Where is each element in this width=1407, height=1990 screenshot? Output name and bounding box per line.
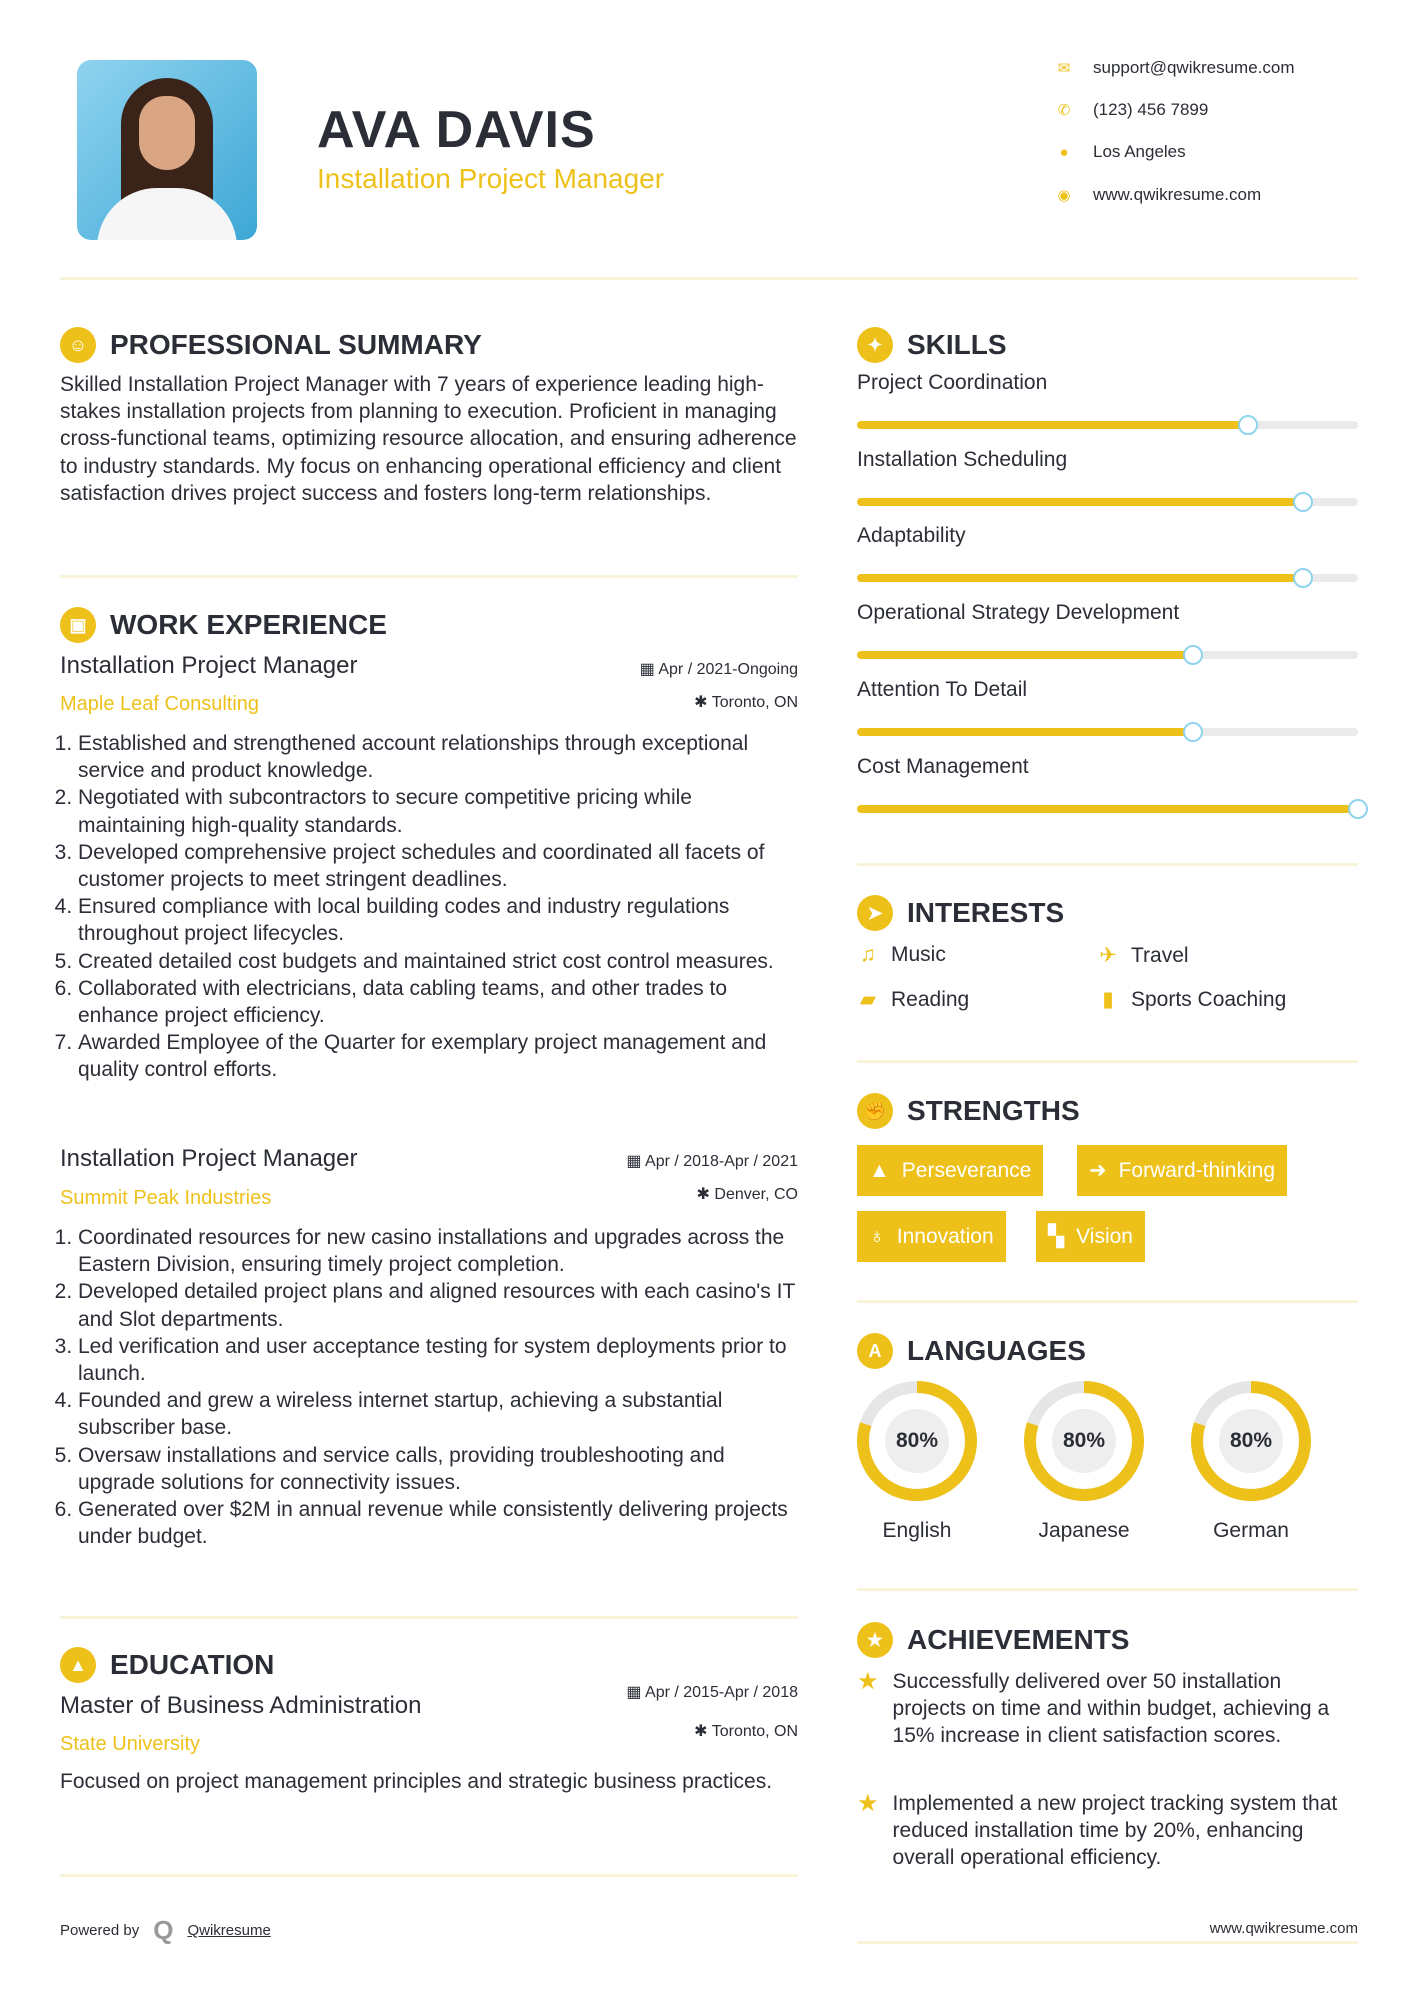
skill-label: Operational Strategy Development <box>857 601 1180 625</box>
language-item <box>1186 1379 1316 1543</box>
profile-photo <box>77 60 257 240</box>
divider <box>857 1588 1358 1591</box>
achievement-item <box>857 1668 1358 1749</box>
list-item: 2. Developed detailed project plans and aligned resources with each casino's IT and Slot departments. <box>78 1278 800 1332</box>
job-location <box>498 1184 798 1204</box>
list-item: 3. Led verification and user acceptance testing for system deployments prior to launch. <box>78 1333 800 1387</box>
tag-label: Vision <box>1076 1224 1133 1248</box>
language-name: English <box>882 1519 952 1542</box>
skill-knob <box>1183 722 1203 742</box>
heading-text: EDUCATION <box>110 1649 275 1680</box>
date-text: Apr / 2015-Apr / 2018 <box>645 1684 798 1701</box>
pin-icon: ✱ <box>694 694 712 711</box>
skills-heading <box>857 327 1007 363</box>
heading-text: STRENGTHS <box>907 1095 1080 1126</box>
skill-bar <box>857 421 1358 429</box>
divider <box>60 1616 798 1619</box>
contact-text: support@qwikresume.com <box>1093 58 1295 77</box>
strength-tag <box>1077 1145 1287 1196</box>
interests-heading <box>857 895 1064 931</box>
education-location <box>498 1721 798 1741</box>
suitcase-icon: ▮ <box>1102 988 1114 1011</box>
contact-website[interactable] <box>1055 185 1261 205</box>
heading-text: LANGUAGES <box>907 1335 1086 1366</box>
location-text: Toronto, ON <box>711 1723 798 1740</box>
divider <box>60 575 798 578</box>
skill-knob <box>1183 645 1203 665</box>
list-item: 5. Created detailed cost budgets and maintained strict cost control measures. <box>78 948 800 975</box>
interest-label: Reading <box>891 987 970 1011</box>
divider <box>60 277 1358 280</box>
pin-icon: ✱ <box>694 1723 712 1740</box>
skill-knob <box>1238 415 1258 435</box>
education-date <box>498 1682 798 1702</box>
heading-text: WORK EXPERIENCE <box>110 609 387 640</box>
skill-bar <box>857 805 1358 813</box>
skill-bar-fill <box>857 728 1193 736</box>
date-text: Apr / 2018-Apr / 2021 <box>645 1153 798 1170</box>
contact-text: www.qwikresume.com <box>1093 185 1262 204</box>
job-role: Installation Project Manager <box>60 1145 358 1172</box>
powered-by-text: Powered by <box>60 1922 140 1939</box>
skill-label: Installation Scheduling <box>857 447 1068 471</box>
job-date <box>498 659 798 679</box>
list-item: 1. Coordinated resources for new casino installations and upgrades across the Eastern Division, ensuring timely project completion. <box>78 1224 800 1278</box>
list-item: 6. Collaborated with electricians, data cabling teams, and other trades to enhance project efficiency. <box>78 975 800 1029</box>
interest-travel <box>1097 943 1189 968</box>
strength-tag <box>1036 1211 1145 1262</box>
star-icon: ★ <box>857 1790 879 1817</box>
user-icon: ☺ <box>60 327 96 363</box>
lightbulb-icon: ♁ <box>869 1224 885 1248</box>
location-text: Denver, CO <box>714 1186 798 1203</box>
list-item: 4. Ensured compliance with local building codes and industry regulations throughout project lifecycles. <box>78 893 800 947</box>
skill-label: Cost Management <box>857 754 1029 778</box>
summary-heading <box>60 327 482 363</box>
star-icon: ★ <box>857 1622 893 1658</box>
language-ring <box>855 1379 979 1503</box>
star-icon: ★ <box>857 1668 879 1695</box>
skill-item <box>857 371 1358 429</box>
language-percent: 80% <box>885 1409 949 1473</box>
calendar-icon: ▦ <box>626 1684 646 1701</box>
calendar-icon: ▦ <box>639 661 659 678</box>
strengths-heading <box>857 1093 1080 1129</box>
language-ring <box>1022 1379 1146 1503</box>
road-icon: ▲ <box>869 1158 890 1182</box>
skill-item <box>857 524 1358 582</box>
strength-tag <box>857 1145 1043 1196</box>
contact-text: Los Angeles <box>1093 142 1186 161</box>
skill-bar-fill <box>857 651 1193 659</box>
contact-text: (123) 456 7899 <box>1093 100 1209 119</box>
skill-label: Project Coordination <box>857 371 1048 394</box>
skill-bar <box>857 651 1358 659</box>
skill-bar-fill <box>857 805 1358 813</box>
job-company: Summit Peak Industries <box>60 1187 272 1209</box>
divider <box>60 1874 798 1877</box>
arrow-right-icon: ➜ <box>1089 1159 1107 1182</box>
divider <box>857 1300 1358 1303</box>
calendar-icon: ▦ <box>626 1153 646 1170</box>
tag-label: Innovation <box>896 1224 994 1248</box>
language-percent: 80% <box>1219 1409 1283 1473</box>
list-item: 6. Generated over $2M in annual revenue while consistently delivering projects under budget. <box>78 1496 800 1550</box>
phone-icon: ✆ <box>1057 102 1071 119</box>
envelope-icon: ✉ <box>1057 60 1071 77</box>
achievement-text: Successfully delivered over 50 installation projects on time and within budget, achieving a 15% increase in client satisfaction scores. <box>892 1670 1330 1747</box>
skill-item <box>857 448 1358 506</box>
globe-icon: ◉ <box>1057 187 1071 204</box>
skill-label: Attention To Detail <box>857 677 1028 701</box>
strength-tag <box>857 1211 1006 1262</box>
achievement-item <box>857 1790 1358 1871</box>
job-bullets <box>60 730 800 1084</box>
footer-website[interactable]: www.qwikresume.com <box>1209 1920 1358 1937</box>
book-icon: ▰ <box>859 988 877 1011</box>
list-item: 2. Negotiated with subcontractors to secure competitive pricing while maintaining high-quality standards. <box>78 784 800 838</box>
lightbulb-icon: ✦ <box>857 327 893 363</box>
graduation-icon: ▲ <box>60 1647 96 1683</box>
heading-text: PROFESSIONAL SUMMARY <box>110 329 482 360</box>
heading-text: SKILLS <box>907 329 1007 360</box>
job-bullets <box>60 1224 800 1550</box>
skill-label: Adaptability <box>857 524 966 548</box>
language-ring <box>1189 1379 1313 1503</box>
language-name: Japanese <box>1038 1519 1130 1542</box>
languages-heading <box>857 1333 1086 1369</box>
map-pin-icon: ● <box>1059 143 1069 161</box>
interest-reading <box>857 987 969 1012</box>
contact-email[interactable] <box>1055 58 1295 78</box>
skill-bar <box>857 574 1358 582</box>
skill-knob <box>1348 799 1368 819</box>
candidate-name: AVA DAVIS <box>317 101 596 159</box>
location-text: Toronto, ON <box>711 694 798 711</box>
education-text: Focused on project management principles and strategic business practices. <box>60 1770 773 1793</box>
job-role: Installation Project Manager <box>60 652 358 679</box>
contact-phone <box>1055 100 1208 120</box>
interest-label: Music <box>891 943 946 966</box>
language-percent: 80% <box>1052 1409 1116 1473</box>
skill-item <box>857 755 1358 813</box>
skill-knob <box>1293 492 1313 512</box>
tag-label: Forward-thinking <box>1118 1158 1276 1182</box>
list-item: 1. Established and strengthened account relationships through exceptional service and product knowledge. <box>78 730 800 784</box>
degree: Master of Business Administration <box>60 1692 422 1719</box>
interest-sports-coaching <box>1097 987 1286 1012</box>
interest-music <box>857 943 946 967</box>
summary-text: Skilled Installation Project Manager with 7 years of experience leading high-stakes installation projects from planning to execution. Proficient in managing cross-functional teams, optimizing resource allocation, and ensuring adherence to industry standards. My focus on enhancing operational efficiency and client satisfaction drives project success and fosters long-term relationships. <box>60 373 797 505</box>
skill-bar-fill <box>857 421 1248 429</box>
language-icon: A <box>857 1333 893 1369</box>
heading-text: INTERESTS <box>907 897 1065 928</box>
music-icon: ♫ <box>860 943 876 966</box>
skill-bar-fill <box>857 498 1303 506</box>
tag-label: Perseverance <box>901 1158 1032 1182</box>
brand-link[interactable]: Qwikresume <box>187 1922 271 1939</box>
contact-location <box>1055 142 1186 162</box>
qwikresume-logo-icon: Q <box>153 1915 174 1945</box>
skill-bar <box>857 498 1358 506</box>
school: State University <box>60 1733 201 1755</box>
job-location <box>498 692 798 712</box>
fist-icon: ✊ <box>857 1093 893 1129</box>
skill-item <box>857 678 1358 736</box>
briefcase-icon: ▣ <box>60 607 96 643</box>
divider <box>857 863 1358 866</box>
pin-icon: ✱ <box>696 1186 715 1203</box>
plane-icon: ✈ <box>1099 944 1117 967</box>
binoculars-icon: ▚ <box>1048 1225 1065 1248</box>
date-text: Apr / 2021-Ongoing <box>658 661 798 678</box>
candidate-title: Installation Project Manager <box>317 163 665 194</box>
skill-item <box>857 601 1358 659</box>
skill-knob <box>1293 568 1313 588</box>
language-item <box>1019 1379 1149 1543</box>
paper-plane-icon: ➤ <box>857 895 893 931</box>
list-item: 5. Oversaw installations and service calls, providing troubleshooting and upgrade solutions for connectivity issues. <box>78 1442 800 1496</box>
language-item <box>852 1379 982 1543</box>
footer-powered <box>60 1915 271 1946</box>
list-item: 7. Awarded Employee of the Quarter for exemplary project management and quality control efforts. <box>78 1029 800 1083</box>
experience-heading <box>60 607 387 643</box>
list-item: 3. Developed comprehensive project schedules and coordinated all facets of customer projects to meet stringent deadlines. <box>78 839 800 893</box>
list-item: 4. Founded and grew a wireless internet startup, achieving a substantial subscriber base. <box>78 1387 800 1441</box>
skill-bar <box>857 728 1358 736</box>
divider <box>857 1941 1358 1944</box>
interest-label: Sports Coaching <box>1131 987 1287 1011</box>
achievements-heading <box>857 1622 1129 1658</box>
job-date <box>498 1151 798 1171</box>
heading-text: ACHIEVEMENTS <box>907 1624 1130 1655</box>
language-name: German <box>1213 1519 1289 1542</box>
job-company: Maple Leaf Consulting <box>60 693 260 715</box>
divider <box>857 1060 1358 1063</box>
education-heading <box>60 1647 274 1683</box>
skill-bar-fill <box>857 574 1303 582</box>
achievement-text: Implemented a new project tracking system that reduced installation time by 20%, enhancing overall operational efficiency. <box>892 1792 1338 1869</box>
interest-label: Travel <box>1131 943 1189 967</box>
